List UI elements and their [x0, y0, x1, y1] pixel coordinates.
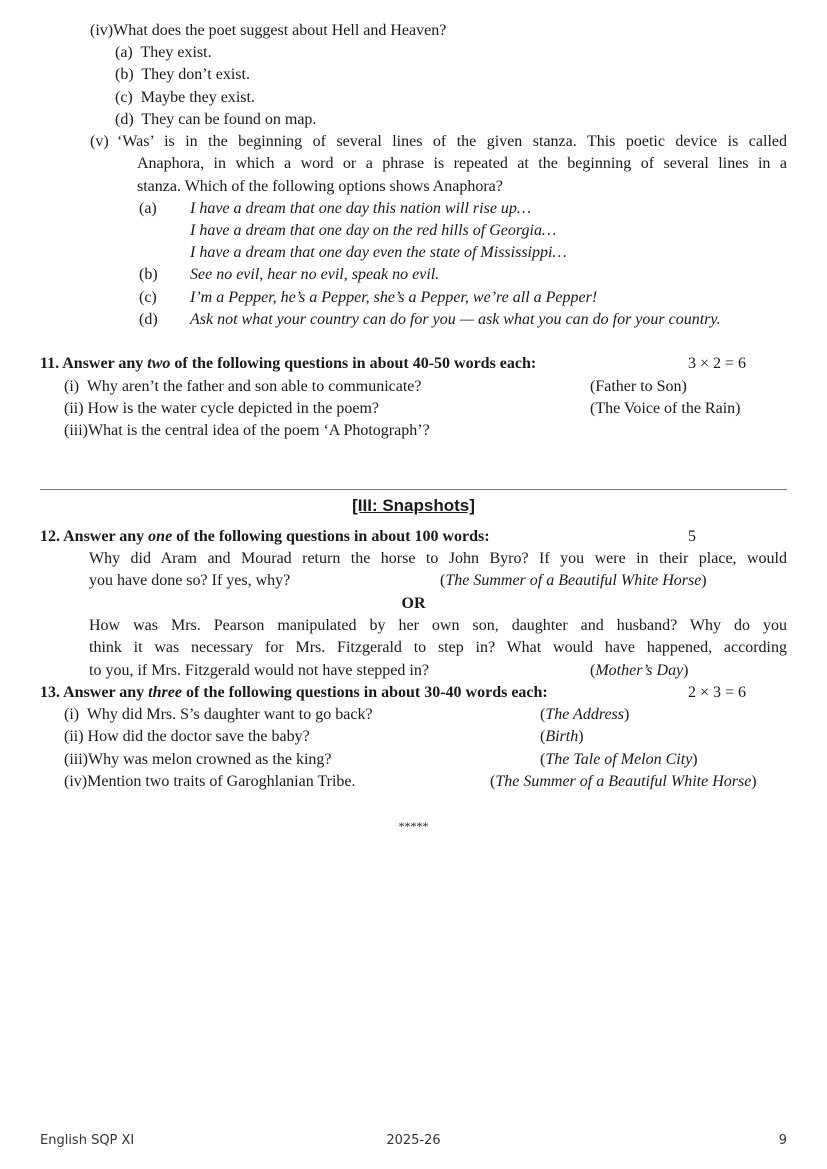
item-text: How did the doctor save the baby? — [87, 728, 310, 745]
question-10-iv — [90, 21, 446, 41]
option-text: I have a dream that one day on the red hills of Georgia… — [190, 222, 557, 239]
question-text-line: stanza. Which of the following options shows Anaphora? — [137, 178, 503, 195]
source: (Birth) — [540, 728, 584, 745]
source-title: The Summer of a Beautiful White Horse — [495, 773, 752, 790]
page-number: 9 — [778, 1133, 787, 1148]
marks: 3 × 2 = 6 — [688, 355, 747, 372]
source-title: The Tale of Melon City — [545, 751, 693, 768]
option-label: (b) — [115, 66, 134, 83]
option-text: They can be found on map. — [141, 111, 317, 128]
option-text: They exist. — [140, 44, 212, 61]
section-heading: [III: Snapshots] — [352, 496, 475, 515]
option-text: I’m a Pepper, he’s a Pepper, she’s a Pepper, we’re all a Pepper! — [190, 289, 598, 306]
item-number: (ii) — [64, 400, 84, 417]
option-label: (a) — [115, 44, 133, 61]
question-number: 11. — [40, 355, 60, 372]
question-text-line: think it was necessary for Mrs. Fitzgerald to step in? What would have happened, according — [89, 639, 787, 656]
question-text-line: Anaphora, in which a word or a phrase is repeated at the beginning of several lines in a — [137, 155, 787, 172]
marks: 2 × 3 = 6 — [688, 684, 747, 701]
heading-text: of the following questions in about 30-40 words each: — [181, 684, 548, 701]
source: (The Tale of Melon City) — [540, 751, 698, 768]
option-label: (c) — [115, 89, 133, 106]
option-text: See no evil, hear no evil, speak no evil. — [190, 266, 440, 283]
item-text: How is the water cycle depicted in the poem? — [87, 400, 379, 417]
source: (Father to Son) — [590, 378, 687, 395]
item-number: (iii) — [64, 422, 88, 439]
heading-emphasis: two — [147, 355, 171, 372]
end-mark: ***** — [398, 819, 429, 833]
question-text-line: you have done so? If yes, why? — [89, 572, 291, 589]
question-number: 13. — [40, 684, 60, 701]
item-number: (iii) — [64, 751, 88, 768]
list-item — [64, 377, 422, 397]
source: (Mother’s Day) — [590, 662, 689, 679]
marks: 5 — [688, 528, 696, 545]
heading-emphasis: one — [148, 528, 173, 545]
option-a — [115, 43, 212, 63]
heading-emphasis: three — [148, 684, 182, 701]
option-label: (d) — [139, 311, 158, 328]
item-text: Why was melon crowned as the king? — [88, 751, 332, 768]
question-number: 12. — [40, 528, 60, 545]
question-text-line: to you, if Mrs. Fitzgerald would not have stepped in? — [89, 662, 429, 679]
item-number: (i) — [64, 706, 80, 723]
heading-text: of the following questions in about 100 words: — [172, 528, 490, 545]
item-text: What is the central idea of the poem ‘A Photograph’? — [88, 422, 430, 439]
question-text: What does the poet suggest about Hell and Heaven? — [113, 22, 447, 39]
heading-text: of the following questions in about 40-50 words each: — [170, 355, 537, 372]
source: (The Address) — [540, 706, 630, 723]
question-text-line: Why did Aram and Mourad return the horse to John Byro? If you were in their place, would — [89, 550, 787, 567]
list-item — [64, 727, 310, 747]
option-d — [115, 110, 316, 130]
question-11-heading — [40, 354, 536, 374]
heading-text: Answer any — [63, 528, 149, 545]
item-text: Why did Mrs. S’s daughter want to go back? — [86, 706, 373, 723]
item-number: (i) — [64, 378, 80, 395]
list-item — [64, 399, 379, 419]
source-title: Mother’s Day — [595, 662, 684, 679]
source: (The Voice of the Rain) — [590, 400, 741, 417]
option-label: (b) — [139, 266, 158, 283]
option-text: I have a dream that one day this nation will rise up… — [190, 200, 532, 217]
source-title: The Address — [545, 706, 624, 723]
option-text: Ask not what your country can do for you — ask what you can do for your country. — [190, 311, 721, 328]
question-text-line: ‘Was’ is in the beginning of several lines of the given stanza. This poetic device is called — [117, 133, 787, 150]
section-divider — [40, 489, 787, 490]
source: (The Summer of a Beautiful White Horse) — [440, 572, 707, 589]
question-13-heading — [40, 683, 548, 703]
option-text: Maybe they exist. — [140, 89, 255, 106]
item-number: (iv) — [90, 22, 114, 39]
item-text: Why aren’t the father and son able to communicate? — [86, 378, 422, 395]
footer-title: English SQP XI — [40, 1133, 135, 1148]
item-number: (v) — [90, 133, 109, 150]
option-b — [115, 65, 250, 85]
item-text: Mention two traits of Garoghlanian Tribe. — [87, 773, 356, 790]
source: (The Summer of a Beautiful White Horse) — [490, 773, 757, 790]
question-text-line: How was Mrs. Pearson manipulated by her own son, daughter and husband? Why do you — [89, 617, 787, 634]
list-item — [64, 421, 430, 441]
list-item — [64, 705, 373, 725]
source-title: The Summer of a Beautiful White Horse — [445, 572, 702, 589]
list-item — [64, 750, 331, 770]
option-text: They don’t exist. — [141, 66, 250, 83]
footer-year: 2025-26 — [386, 1133, 441, 1148]
option-label: (c) — [139, 289, 157, 306]
item-number: (ii) — [64, 728, 84, 745]
list-item — [64, 772, 356, 792]
source-title: Birth — [545, 728, 579, 745]
option-c — [115, 88, 255, 108]
option-text: I have a dream that one day even the state of Mississippi… — [190, 244, 567, 261]
option-label: (a) — [139, 200, 157, 217]
heading-text: Answer any — [62, 355, 148, 372]
or-separator: OR — [401, 595, 426, 612]
option-label: (d) — [115, 111, 134, 128]
question-12-heading — [40, 527, 490, 547]
item-number: (iv) — [64, 773, 88, 790]
heading-text: Answer any — [63, 684, 149, 701]
